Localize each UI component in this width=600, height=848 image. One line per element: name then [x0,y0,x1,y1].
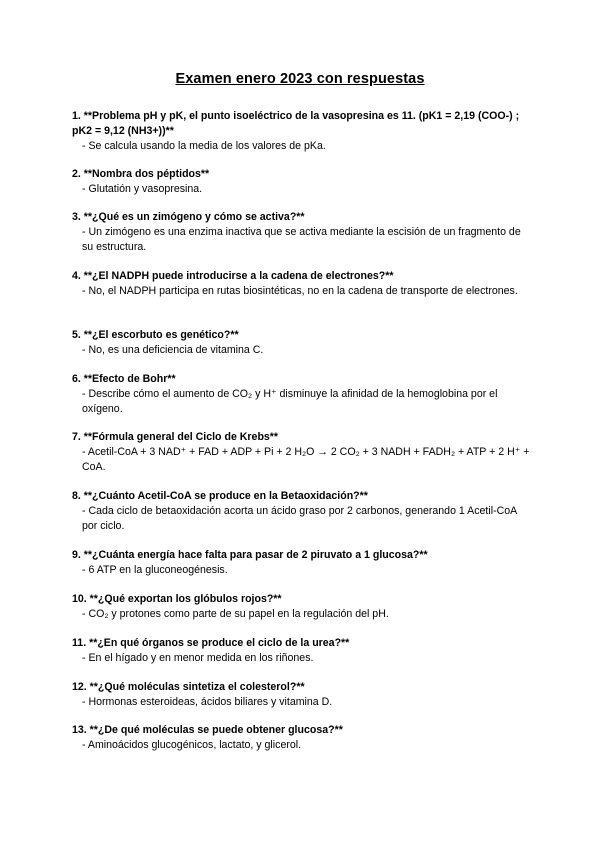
question-text: 4. **¿El NADPH puede introducirse a la cadena de electrones?** [72,270,394,282]
question-block [72,328,532,358]
question-block [72,489,532,534]
question-block [72,723,532,753]
question-text: 5. **¿El escorbuto es genético?** [72,329,239,341]
answer-text: - Glutatión y vasopresina. [82,183,203,195]
question-block [72,210,532,255]
answer-text: - 6 ATP en la gluconeogénesis. [82,564,228,576]
question-block [72,592,532,622]
question-block [72,430,532,475]
answer-text: - Acetil-CoA + 3 NAD⁺ + FAD + ADP + Pi + 2 H₂O → 2 CO₂ + 3 NADH + FADH₂ + ATP + 2 H⁺ + CoA. [82,446,530,473]
answer-text: - CO₂ y protones como parte de su papel en la regulación del pH. [82,608,389,620]
answer-text: - Cada ciclo de betaoxidación acorta un ácido graso por 2 carbonos, generando 1 Acetil-CoA por ciclo. [82,505,517,532]
question-text: 10. **¿Qué exportan los glóbulos rojos?** [72,593,282,605]
question-text: 1. **Problema pH y pK, el punto isoeléctrico de la vasopresina es 11. (pK1 = 2,19 (COO-) ; pK2 = 9,12 (NH3+))** [72,110,520,137]
question-block [72,636,532,666]
answer-text: - Aminoácidos glucogénicos, lactato, y glicerol. [82,739,302,751]
answer-text: - Un zimógeno es una enzima inactiva que se activa mediante la escisión de un fragmento de su estructura. [82,226,521,253]
question-block [72,372,532,417]
document-title: Examen enero 2023 con respuestas [175,71,425,87]
answer-text: - Se calcula usando la media de los valores de pKa. [82,140,326,152]
question-text: 8. **¿Cuánto Acetil-CoA se produce en la Betaoxidación?** [72,490,368,502]
question-block [72,548,532,578]
question-text: 11. **¿En qué órganos se produce el ciclo de la urea?** [72,637,350,649]
question-block [72,109,532,154]
answer-text: - Describe cómo el aumento de CO₂ y H⁺ disminuye la afinidad de la hemoglobina por el oxígeno. [82,388,498,415]
question-text: 9. **¿Cuánta energía hace falta para pasar de 2 piruvato a 1 glucosa?** [72,549,428,561]
question-text: 6. **Efecto de Bohr** [72,373,176,385]
question-block [72,167,532,197]
answer-text: - En el hígado y en menor medida en los riñones. [82,652,314,664]
question-text: 7. **Fórmula general del Ciclo de Krebs** [72,431,279,443]
question-block [72,680,532,710]
question-text: 12. **¿Qué moléculas sintetiza el colesterol?** [72,681,305,693]
answer-text: - Hormonas esteroideas, ácidos biliares y vitamina D. [82,696,333,708]
question-text: 13. **¿De qué moléculas se puede obtener glucosa?** [72,724,343,736]
question-block [72,269,532,299]
answer-text: - No, el NADPH participa en rutas biosintéticas, no en la cadena de transporte de electrones. [82,285,518,297]
question-text: 2. **Nombra dos péptidos** [72,168,210,180]
answer-text: - No, es una deficiencia de vitamina C. [82,344,264,356]
question-text: 3. **¿Qué es un zimógeno y cómo se activa?** [72,211,305,223]
